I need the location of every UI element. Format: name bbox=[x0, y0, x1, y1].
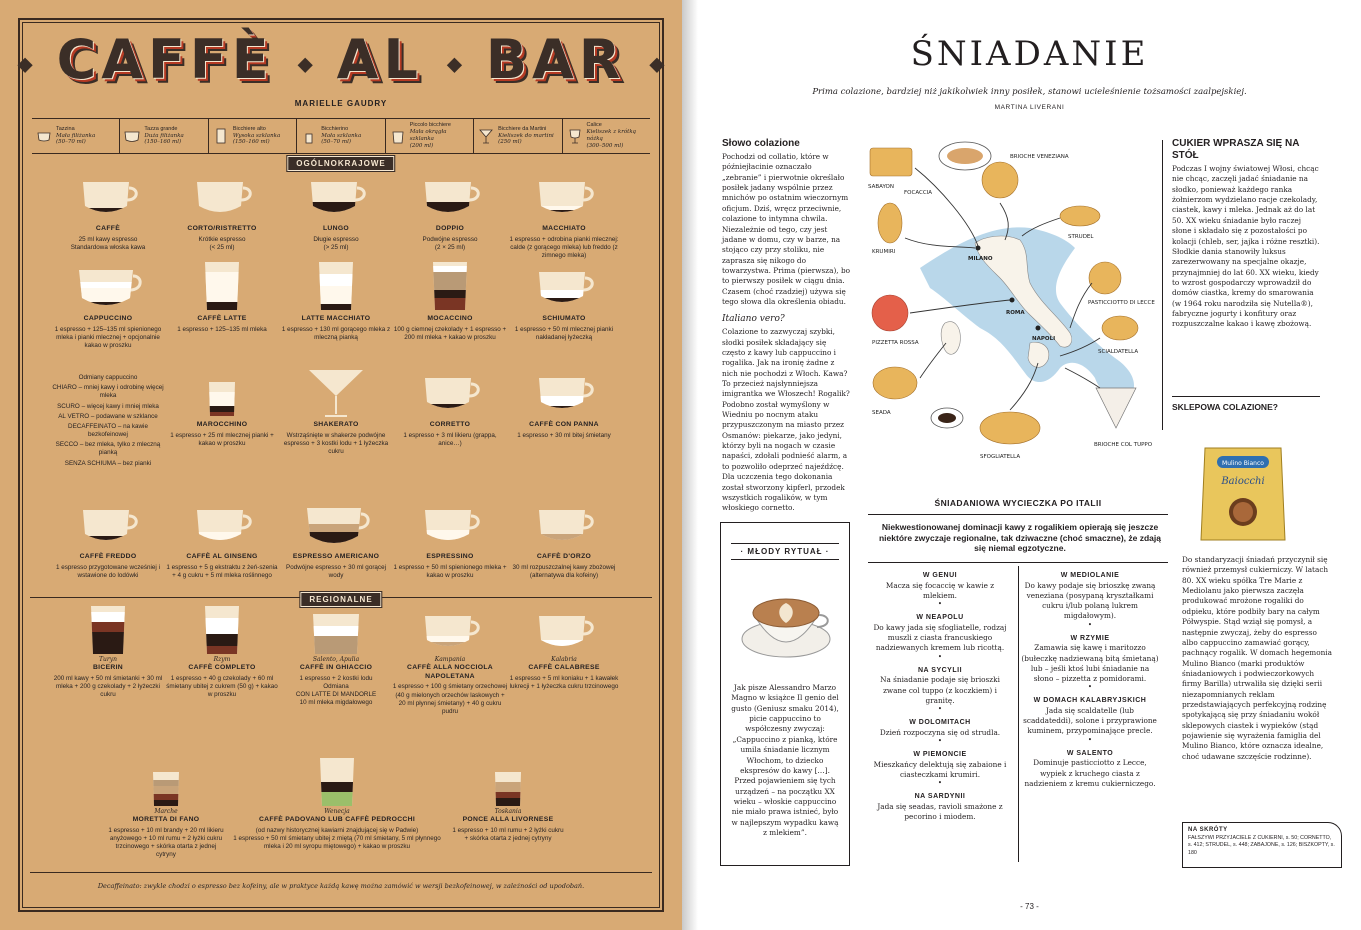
coffee-desc: 25 ml kawy espresso Standardowa włoska kawa bbox=[70, 235, 146, 251]
glass-icon bbox=[36, 128, 52, 144]
svg-text:PIZZETTA ROSSA: PIZZETTA ROSSA bbox=[872, 340, 919, 346]
coffee-name: CAFFÈ LATTE bbox=[197, 315, 247, 322]
glass-desc: Duża filiżanka bbox=[144, 132, 184, 139]
regional-item bbox=[392, 604, 508, 716]
coffee-desc: 1 espresso + 125–135 ml mleka bbox=[177, 325, 267, 333]
page-title-right: ŚNIADANIE bbox=[910, 34, 1149, 74]
glassware-legend bbox=[32, 118, 650, 154]
variant-item: SECCO – bez mleka, tylko z mleczną pianką bbox=[55, 441, 161, 457]
regional-coffee-desc: 1 espresso + 5 ml koniaku + 1 kawałek lukrecji + 1 łyżeczka cukru trzcinowego bbox=[509, 674, 619, 690]
drink-illustration bbox=[529, 498, 599, 550]
section-regional: REGIONALNE bbox=[300, 592, 381, 607]
glass-name: Calice bbox=[586, 122, 602, 129]
regional-coffee-name: CAFFÈ CALABRESE bbox=[528, 663, 600, 671]
region-name: Salento, Apulia bbox=[312, 656, 360, 663]
coffee-item bbox=[392, 366, 508, 448]
glass-type-1 bbox=[32, 119, 120, 153]
region-name: Kalabria bbox=[551, 656, 577, 663]
svg-text:NAPOLI: NAPOLI bbox=[1032, 336, 1056, 342]
cukier-text: Podczas I wojny światowej Włosi, chcąc nie chcąc, zaczęli jadać śniadanie na słodko, ponieważ każdego ranka żołnierzom wydzielano racje czekolady, ciastek, kawy i mleka. Jednak aż do lat 50. XX wieku śniadanie było raczej słone i składało się z pozostałości po kolacji (chleb, ser, jajka i różne resztki). Słodkie dania stanowiły luksus zarezerwowany na specjalne okazje, przynajmniej do lat 60. XX wieku, kiedy to wzrost gospodarczy wprowadził do domów ciastka, kremy do smarowania (w 1964 roku narodziła się Nutella®), fabryczne jogurty i konfitury oraz rozpuszczalne kakao i kawę zbożową. bbox=[1172, 164, 1320, 329]
coffee-desc: 1 espresso + 50 ml mlecznej pianki nakładanej łyżeczką bbox=[514, 325, 614, 341]
section-general: OGÓLNOKRAJOWE bbox=[287, 156, 394, 171]
drink-illustration bbox=[301, 498, 371, 550]
footnote: Decaffeinato: zwykle chodzi o espresso bez kofeiny, ale w praktyce każdą kawę można zamówić w wersji bezkofeinowej, w zależności od upodobań. bbox=[97, 882, 585, 890]
glass-icon bbox=[567, 128, 583, 144]
region-heading: W PIEMONCIE bbox=[913, 751, 967, 759]
na-skroty-box: NA SKRÓTY FAŁSZYWI PRZYJACIELE Z CUKIERNI, s. 50; CORNETTO, s. 412; STRUDEL, s. 448; ZABAJONE, s. 126; BISZKOPTY, s. 180 bbox=[1182, 822, 1342, 868]
focaccia-illustration bbox=[870, 148, 912, 176]
regional-coffee-desc: 1 espresso + 100 g śmietany orzechowej (40 g mielonych orzechów laskowych + 20 ml płynnej śmietany) + 40 g cukru pudru bbox=[392, 683, 508, 715]
glass-desc: Mała filiżanka bbox=[56, 132, 96, 139]
glass-volume: (200 ml) bbox=[409, 142, 434, 149]
variants-title: Odmiany cappuccino bbox=[78, 374, 138, 381]
coffee-desc: 1 espresso + 5 g ekstraktu z żeń-szenia + 4 g cukru + 5 ml mleka roślinnego bbox=[166, 563, 278, 579]
region-name: Rzym bbox=[213, 656, 231, 663]
drink-illustration bbox=[529, 260, 599, 312]
glass-name: Bicchiere da Martini bbox=[498, 125, 547, 132]
column-cukier bbox=[1172, 138, 1320, 330]
glass-icon bbox=[478, 128, 494, 144]
coffee-item bbox=[164, 366, 280, 448]
drink-illustration bbox=[73, 604, 143, 656]
mlody-text: Jak pisze Alessandro Marzo Magno w książce Il genio del gusto (Geniusz smaku 2014), picie cappuccino to współczesny zwyczaj: „Cappuccino z pianką, które umila śniadanie licznym Włochom, to dziecko ekspresów do kawy […]. Przed pojawieniem się tych urządzeń – na początku XX wieku – włoskie cappuccino nie miało prawa istnieć, było w najlepszym wypadku kawą z mlekiem”. bbox=[731, 683, 839, 838]
variant-item: AL VETRO – podawane w szklance bbox=[58, 412, 158, 420]
region-name: Turyn bbox=[99, 656, 117, 663]
drink-illustration bbox=[301, 366, 371, 418]
coffee-item bbox=[506, 170, 622, 260]
coffee-desc: Krótkie espresso (< 25 ml) bbox=[198, 235, 246, 251]
variant-item: CHIARO – mniej kawy i odrobinę więcej mleka bbox=[52, 384, 164, 400]
coffee-desc: 30 ml rozpuszczalnej kawy zbożowej (alternatywa dla kofeiny) bbox=[512, 563, 616, 579]
mlody-heading: · MŁODY RYTUAŁ · bbox=[731, 543, 839, 560]
svg-text:PASTICCIOTTO DI LECCE: PASTICCIOTTO DI LECCE bbox=[1088, 300, 1155, 306]
drink-illustration bbox=[415, 498, 485, 550]
column-sklepowa bbox=[1182, 555, 1332, 762]
regional-coffee-desc: 1 espresso + 40 g czekolady + 60 ml śmietany ubitej z cukrem (50 g) + kakao w proszku bbox=[166, 674, 278, 698]
region-text: Do kawy jada się sfogliatelle, rodzaj muszli z ciasta francuskiego nadziewanych kremem lub ricottą. bbox=[873, 623, 1007, 653]
region-heading: NA SYCYLII bbox=[917, 666, 963, 674]
svg-text:KRUMIRI: KRUMIRI bbox=[872, 249, 896, 255]
region-heading: W SALENTO bbox=[1066, 749, 1114, 757]
right-page bbox=[698, 0, 1361, 930]
coffee-name: CAFFÈ FREDDO bbox=[79, 553, 137, 560]
glass-type-3 bbox=[209, 119, 297, 153]
region-heading: W RZYMIE bbox=[1070, 634, 1110, 642]
coffee-desc: 1 espresso przygotowane wcześniej i wstawione do lodówki bbox=[56, 563, 160, 579]
coffee-item bbox=[50, 498, 166, 580]
pizzetta-illustration bbox=[872, 295, 908, 331]
italiano-text: Colazione to zazwyczaj szybki, słodki posiłek składający się często z kawy lub cappuccino i rogalika. Jak na ironię żadne z nich nie pochodzi z Włoch. Kawa? To przecież najsłynniejsza imigrantka we Włoszech! Rogalik? Podobno został wymyślony w Wiedniu po nocnym ataku przypuszczonym na miasto przez Osmanów: piekarze, jako jedyni, którzy byli na nogach w czasie napaści, zdołali podnieść alarm, a to pozwoliło odeprzeć najeźdźcę. Dla uczczenia tego dokonania został stworzony kipferl, przodek wszystkich rogalików, w tym włoskiego cornetto. bbox=[722, 327, 850, 513]
coffee-item bbox=[506, 366, 622, 440]
baiocchi-package-illustration bbox=[1195, 440, 1291, 548]
coffee-desc: 1 espresso + odrobina pianki mlecznej: calde (z gorącego mleka) lub freddo (z zimnego mleka) bbox=[509, 235, 619, 260]
slowo-text: Pochodzi od collatio, które w późniejłacinie oznaczało „zebranie” i pierwotnie określało posiłek jadany wspólnie przez mnichów po ostatnim wieczornym oficjum. Dziś, wręcz przeciwnie, colazione to intymna chwila. Niezależnie od tego, czy jest jadane w domu, czy w barze, na stojąco czy przy stoliku, nie zaprasza się nikogo do towarzystwa. Prima (pierwsza), bo to pierwszy posiłek w ciągu dnia. Czasem (choć rzadziej) używa się tego słowa dla określenia obiadu. bbox=[722, 152, 851, 307]
cappuccino-cup-illustration bbox=[739, 583, 833, 663]
gutter bbox=[682, 0, 698, 930]
coffee-desc: 1 espresso + 130 ml gorącego mleka z mleczną pianką bbox=[281, 325, 391, 341]
region-heading: W NEAPOLU bbox=[916, 614, 964, 622]
scialdatella-illustration bbox=[1102, 316, 1138, 340]
trip-lead: Niekwestionowanej dominacji kawy z rogalikiem opierają się jeszcze niektóre zwyczaje regionalne, tak dziwaczne (choć smaczne), że zdają się niemal egzotyczne. bbox=[878, 522, 1161, 554]
svg-text:SEADA: SEADA bbox=[872, 410, 891, 416]
svg-text:SFOGLIATELLA: SFOGLIATELLA bbox=[980, 454, 1021, 460]
coffee-name: MAROCCHINO bbox=[196, 421, 248, 428]
trip-heading: ŚNIADANIOWA WYCIECZKA PO ITALII bbox=[934, 498, 1102, 508]
glass-desc: Kieliszek do martini bbox=[498, 132, 554, 139]
drink-illustration bbox=[73, 260, 143, 312]
lead-author: MARTINA LIVERANI bbox=[994, 104, 1065, 111]
page-title: ◆ CAFFÈ ◆ AL ◆ BAR ◆ bbox=[17, 28, 665, 91]
coffee-name: LATTE MACCHIATO bbox=[301, 315, 371, 322]
drink-illustration bbox=[301, 260, 371, 312]
regional-coffee-desc: (od nazwy historycznej kawiarni znajdującej się w Padwie) 1 espresso + 50 ml śmietany ubitej z miętą (70 ml śmietany, 5 ml płynnego mleka i 20 ml syropu miętowego) + kakao w proszku bbox=[233, 826, 441, 850]
variant-item: DECAFFEINATO – na kawie bezkofeinowej bbox=[68, 422, 148, 439]
region-heading: W MEDIOLANIE bbox=[1060, 572, 1120, 579]
svg-text:FOCACCIA: FOCACCIA bbox=[904, 190, 933, 196]
coffee-name: CORTO/RISTRETTO bbox=[187, 225, 257, 232]
regional-item bbox=[50, 604, 166, 699]
glass-desc: Wysoka szklanka bbox=[232, 132, 281, 139]
region-name: Marche bbox=[154, 808, 178, 815]
drink-illustration bbox=[131, 756, 201, 808]
regional-coffee-name: CAFFÈ PADOVANO LUB CAFFÈ PEDROCCHI bbox=[258, 815, 416, 823]
drink-illustration bbox=[415, 260, 485, 312]
coffee-name: CAFFÈ D'ORZO bbox=[536, 553, 592, 560]
coffee-item bbox=[278, 498, 394, 580]
glass-type-4 bbox=[297, 119, 385, 153]
regional-coffee-desc: 1 espresso + 2 kostki lodu Odmiana CON LATTE DI MANDORLE 10 ml mleka migdałowego bbox=[295, 674, 377, 707]
region-text: Mieszkańcy delektują się zabaione i ciasteczkami krumiri. bbox=[873, 759, 1007, 780]
glass-icon bbox=[301, 128, 317, 144]
regional-coffee-name: CAFFÈ ALLA NOCCIOLA NAPOLETANA bbox=[407, 663, 493, 680]
drink-illustration bbox=[187, 498, 257, 550]
glass-name: Tazza grande bbox=[144, 125, 178, 132]
brioche-col-tuppo-illustration bbox=[1096, 388, 1136, 428]
region-text: Jada się seadas, ravioli smażone z pecorino i miodem. bbox=[877, 802, 1003, 822]
drink-illustration bbox=[73, 170, 143, 222]
coffee-item bbox=[278, 170, 394, 252]
region-heading: NA SARDYNII bbox=[914, 793, 966, 801]
coffee-item bbox=[164, 260, 280, 334]
strudel-illustration bbox=[1060, 206, 1100, 226]
cukier-heading: CUKIER WPRASZA SIĘ NA STÓŁ bbox=[1172, 138, 1300, 161]
glass-volume: (50–70 ml) bbox=[321, 139, 352, 146]
regional-coffee-desc: 200 ml kawy + 50 ml śmietanki + 30 ml mleka + 200 g czekolady + 2 łyżeczki cukru bbox=[53, 674, 163, 698]
drink-illustration bbox=[415, 604, 485, 656]
region-text: Jada się scaldatelle (lub scaddateddi), solone i przyprawione kuminem, przypominające precle. bbox=[1023, 706, 1157, 736]
drink-illustration bbox=[529, 604, 599, 656]
coffee-item bbox=[50, 260, 166, 350]
svg-text:SCIALDATELLA: SCIALDATELLA bbox=[1098, 349, 1139, 355]
glass-type-7 bbox=[563, 119, 650, 153]
coffee-name: DOPPIO bbox=[435, 225, 465, 232]
glass-name: Bicchiere alto bbox=[232, 125, 266, 132]
regional-coffee-name: BICERIN bbox=[92, 663, 124, 671]
region-text: Dzień rozpoczyna się od strudla. bbox=[879, 727, 1001, 737]
mlody-rytual-box bbox=[720, 522, 850, 866]
drink-illustration bbox=[73, 498, 143, 550]
coffee-item bbox=[392, 498, 508, 580]
drink-illustration bbox=[529, 170, 599, 222]
glass-volume: (150–160 ml) bbox=[144, 139, 182, 146]
glass-name: Tazzina bbox=[56, 125, 75, 132]
regional-coffee-name: PONCE ALLA LIVORNESE bbox=[462, 815, 554, 823]
coffee-name: LUNGO bbox=[322, 225, 350, 232]
coffee-desc: Wstrząśnięte w shakerze podwójne espresso + 3 kostki lodu + 1 łyżeczka cukru bbox=[283, 431, 389, 456]
glass-desc: Mała szklanka bbox=[321, 132, 362, 139]
glass-name: Piccolo bicchiere bbox=[409, 122, 451, 129]
variant-item: SCURO – więcej kawy i mniej mleka bbox=[57, 402, 159, 410]
glass-volume: (250 ml) bbox=[498, 139, 522, 146]
coffee-item bbox=[164, 170, 280, 252]
coffee-item bbox=[278, 260, 394, 342]
coffee-name: CAFFÈ bbox=[95, 225, 121, 232]
coffee-desc: 1 espresso + 30 ml bitej śmietany bbox=[517, 431, 611, 439]
drink-illustration bbox=[415, 170, 485, 222]
region-text: Zamawia się kawę i maritozzo (bułeczkę nadziewaną bitą śmietaną) lub – jeśli ktoś lubi śniadanie na słono – pizzetta z pomidorami. bbox=[1021, 643, 1159, 684]
italiano-heading: Italiano vero? bbox=[722, 314, 785, 325]
brioche-veneziana-illustration bbox=[982, 162, 1018, 198]
coffee-name: ESPRESSINO bbox=[426, 553, 474, 560]
glass-name: Bicchierino bbox=[321, 125, 349, 132]
column-slowo bbox=[722, 138, 850, 514]
author: MARIELLE GAUDRY bbox=[294, 99, 388, 108]
svg-text:SABAYON: SABAYON bbox=[868, 184, 894, 190]
coffee-name: CAFFÈ CON PANNA bbox=[529, 421, 599, 428]
regional-item bbox=[108, 756, 224, 859]
cappuccino-variants bbox=[50, 374, 166, 468]
regional-coffee-desc: 1 espresso + 10 ml rumu + 2 łyżki cukru + skórka otarta z jednej cytryny bbox=[452, 826, 564, 842]
region-name: Wenecja bbox=[324, 808, 350, 815]
seada-illustration bbox=[873, 367, 917, 399]
krumiri-illustration bbox=[878, 203, 902, 243]
slowo-heading: Słowo colazione bbox=[722, 138, 800, 149]
regional-item bbox=[506, 604, 622, 691]
coffee-item bbox=[50, 170, 166, 252]
drink-illustration bbox=[187, 260, 257, 312]
regional-coffee-name: CAFFÈ COMPLETO bbox=[188, 663, 256, 671]
region-heading: W DOLOMITACH bbox=[909, 719, 971, 727]
region-name: Toskania bbox=[494, 808, 522, 815]
drink-illustration bbox=[301, 170, 371, 222]
svg-text:Baiocchi: Baiocchi bbox=[1221, 476, 1265, 487]
glass-type-6 bbox=[474, 119, 562, 153]
region-text: Dominuje pasticciotto z Lecce, wypiek z kruchego ciasta z nadzieniem z kremu cukierniczego. bbox=[1024, 758, 1156, 788]
lead: Prima colazione, bardziej niż jakikolwiek inny posiłek, stanowi ucieleśnienie tożsamości zaalpejskiej. bbox=[812, 87, 1247, 97]
svg-text:STRUDEL: STRUDEL bbox=[1068, 234, 1094, 240]
glass-icon bbox=[390, 128, 406, 144]
regional-item bbox=[450, 756, 566, 843]
regional-item bbox=[278, 604, 394, 707]
coffee-name: SHAKERATO bbox=[313, 421, 359, 428]
coffee-desc: Długie espresso (> 25 ml) bbox=[313, 235, 359, 251]
glass-type-5 bbox=[386, 119, 474, 153]
sklepowa-heading-wrap bbox=[1172, 402, 1320, 414]
glass-desc: Kieliszek z krótką nóżką bbox=[586, 129, 636, 142]
drink-illustration bbox=[529, 366, 599, 418]
region-text: Na śniadanie podaje się brioszki zwane col tuppo (z koczkiem) i granitę. bbox=[880, 675, 1000, 705]
svg-text:BRIOCHE COL TUPPO: BRIOCHE COL TUPPO bbox=[1094, 442, 1153, 448]
coffee-desc: 1 espresso + 25 ml mlecznej pianki + kakao w proszku bbox=[170, 431, 274, 447]
coffee-name: ESPRESSO AMERICANO bbox=[292, 553, 380, 560]
regional-coffee-name: CAFFÈ IN GHIACCIO bbox=[299, 663, 373, 671]
coffee-desc: Podwójne espresso (2 × 25 ml) bbox=[422, 235, 478, 251]
coffee-item bbox=[506, 498, 622, 580]
coffee-desc: 100 g ciemnej czekolady + 1 espresso + 200 ml mleka + kakao w proszku bbox=[393, 325, 507, 341]
region-text: Macza się focaccię w kawie z mlekiem. bbox=[885, 580, 995, 600]
svg-text:ROMA: ROMA bbox=[1006, 310, 1025, 316]
trip-column-right: W MEDIOLANIE Do kawy podaje się brioszkę zwaną veneziana (posypaną kryształkami cukru i/lub polaną lukrem migdałowym). • W RZYMIE Zamawia się kawę i maritozzo (bułeczkę nadziewaną bitą śmietaną) lub – jeśli ktoś lubi śniadanie na słono – pizzetta z pomidorami. • W DOMACH KALABRYJSKICH Jada się scaldatelle (lub scaddateddi), solone i przyprawione kuminem, przypominające precle. • W SALENTO Dominuje pasticciotto z Lecce, wypiek z kruchego ciasta z nadzieniem z kremu cukierniczego. bbox=[1021, 572, 1159, 788]
drink-illustration bbox=[187, 604, 257, 656]
region-heading: W GENUI bbox=[922, 572, 958, 579]
drink-illustration bbox=[301, 604, 371, 656]
coffee-name: CAPPUCCINO bbox=[83, 315, 133, 322]
coffee-name: MACCHIATO bbox=[542, 225, 586, 232]
glass-icon bbox=[213, 128, 229, 144]
regional-item bbox=[164, 604, 280, 699]
coffee-name: SCHIUMATO bbox=[542, 315, 586, 322]
coffee-name: CAFFÈ AL GINSENG bbox=[186, 553, 258, 560]
coffee-name: MOCACCINO bbox=[427, 315, 473, 322]
coffee-item bbox=[278, 366, 394, 456]
coffee-desc: Podwójne espresso + 30 ml gorącej wody bbox=[286, 563, 386, 579]
glass-volume: (300–500 ml) bbox=[586, 142, 624, 149]
coffee-desc: 1 espresso + 125–135 ml spienionego mleka i pianki mlecznej + opcjonalnie kakao w proszku bbox=[54, 325, 162, 350]
drink-illustration bbox=[415, 366, 485, 418]
region-name: Kampania bbox=[434, 656, 466, 663]
pasticciotto-illustration bbox=[1089, 262, 1121, 294]
trip-column-left: W GENUI Macza się focaccię w kawie z mlekiem. • W NEAPOLU Do kawy jada się sfogliatelle, rodzaj muszli z ciasta francuskiego nadziewanych kremem lub ricottą. • NA SYCYLII Na śniadanie podaje się brioszki zwane col tuppo (z koczkiem) i granitę. • W DOLOMITACH Dzień rozpoczyna się od strudla. • W PIEMONCIE Mieszkańcy delektują się zabaione i ciasteczkami krumiri. • NA SARDYNII Jada się seadas, ravioli smażone z pecorino i miodem. bbox=[870, 566, 1010, 822]
coffee-item bbox=[164, 498, 280, 580]
drink-illustration bbox=[302, 756, 372, 808]
coffee-desc: 1 espresso + 3 ml likieru (grappa, anice…) bbox=[403, 431, 497, 447]
glass-icon bbox=[124, 128, 140, 144]
glass-type-2 bbox=[120, 119, 208, 153]
regional-coffee-name: MORETTA DI FANO bbox=[132, 815, 200, 823]
sklepowa-heading: SKLEPOWA COLAZIONE? bbox=[1172, 402, 1278, 412]
drink-illustration bbox=[473, 756, 543, 808]
italy-illustrated-map bbox=[860, 128, 1156, 474]
coffee-name: CORRETTO bbox=[429, 421, 471, 428]
svg-text:Mulino Bianco: Mulino Bianco bbox=[1222, 460, 1264, 467]
sklepowa-text: Do standaryzacji śniadań przyczynił się również przemysł cukierniczy. W latach 80. XX wieku spółka Tre Marie z Mediolanu jako pierwsza zaczęła produkować mrożone rogaliki do odpieku, które podbiły bary na całym Półwyspie. Stąd wziął się pomysł, a następnie zwyczaj, żeby do espresso albo cappuccino zamawiać gorący, pachnący rogalik. W domach hegemonia Mulino Bianco (marki produktów śniadaniowych i podwieczorkowych firmy Barilla) utrwaliła się dzięki serii niezapomnianych reklam przedstawiających perfekcyjną rodzinę spotykającą się przy śniadaniu wokół sklepowych ciastek i wypieków (stąd pojawienie się wyrażenia famiglia del Mulino Bianco, które oznacza idealne, choć udawane szczęście rodzinne). bbox=[1182, 555, 1332, 761]
variant-item: SENZA SCHIUMA – bez pianki bbox=[64, 459, 152, 467]
region-text: Do kawy podaje się brioszkę zwaną veneziana (posypaną kryształkami cukru i/lub polaną lukrem migdałowym). bbox=[1024, 580, 1156, 621]
glass-desc: Mała okrągła szklanka bbox=[409, 129, 447, 142]
page-number: - 73 - bbox=[1020, 902, 1039, 911]
svg-text:MILANO: MILANO bbox=[968, 256, 993, 262]
regional-item bbox=[232, 756, 442, 851]
coffee-item bbox=[392, 170, 508, 252]
glass-volume: (150–160 ml) bbox=[232, 139, 270, 146]
svg-text:BRIOCHE VENEZIANA: BRIOCHE VENEZIANA bbox=[1010, 154, 1069, 160]
coffee-desc: 1 espresso + 50 ml spienionego mleka + kakao w proszku bbox=[393, 563, 507, 579]
coffee-item bbox=[392, 260, 508, 342]
drink-illustration bbox=[187, 170, 257, 222]
coffee-item bbox=[506, 260, 622, 342]
drink-illustration bbox=[187, 366, 257, 418]
region-heading: W DOMACH KALABRYJSKICH bbox=[1033, 697, 1147, 705]
glass-volume: (50–70 ml) bbox=[56, 139, 86, 146]
sfogliatella-illustration bbox=[980, 412, 1040, 444]
regional-coffee-desc: 1 espresso + 10 ml brandy + 20 ml likieru anyżowego + 10 ml rumu + 2 łyżki cukru trzcinowego + skórka otarta z jednej cytryny bbox=[108, 826, 224, 859]
